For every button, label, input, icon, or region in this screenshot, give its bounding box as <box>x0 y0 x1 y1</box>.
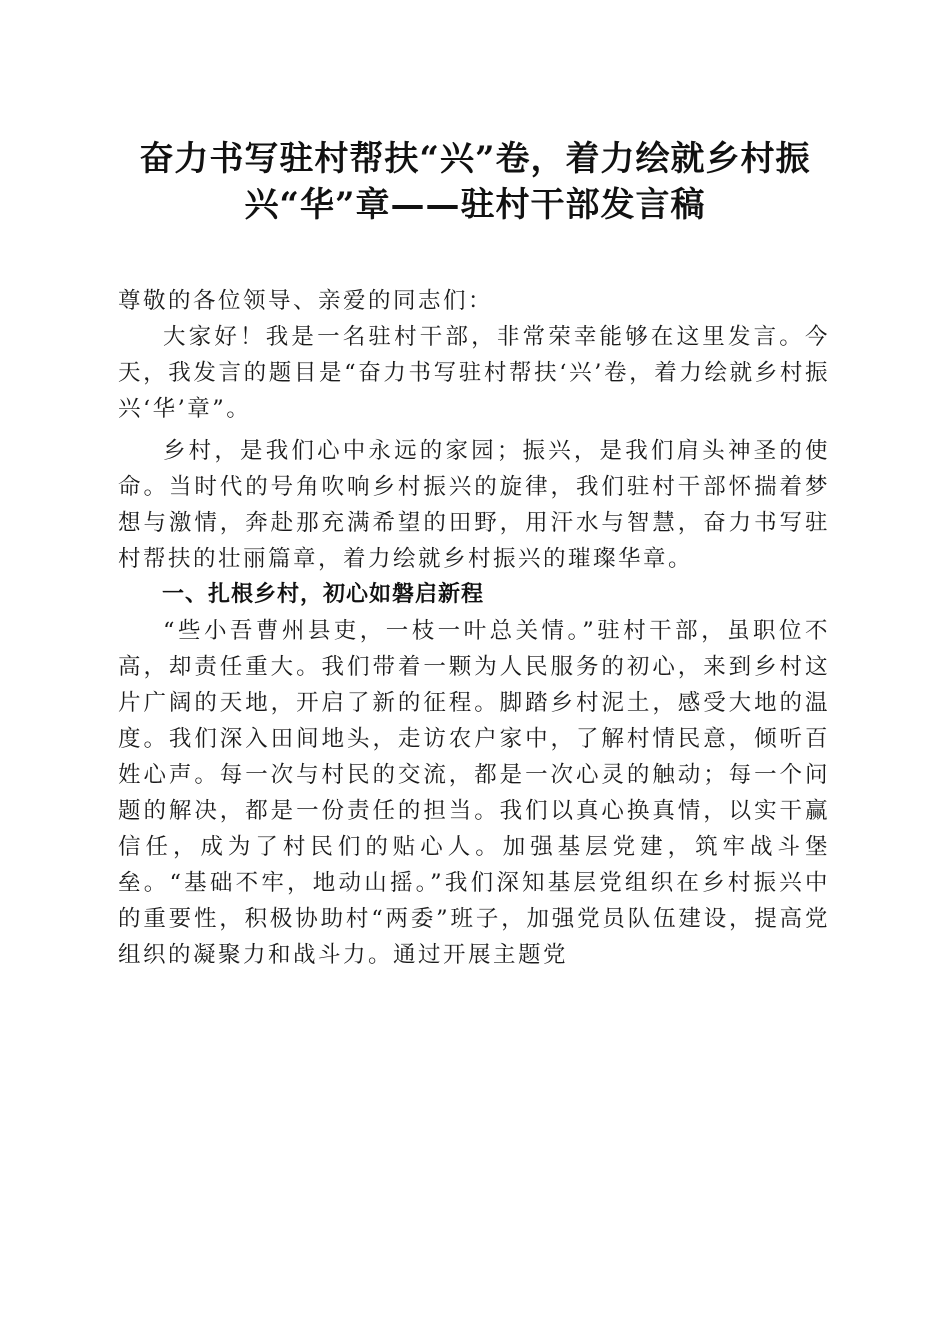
paragraph-theme: 乡村，是我们心中永远的家园；振兴，是我们肩头神圣的使命。当时代的号角吹响乡村振兴的旋律，我们驻村干部怀揣着梦想与激情，奔赴那充满希望的田野，用汗水与智慧，奋力书写驻村帮扶的壮丽篇章，着力绘就乡村振兴的璀璨华章。 <box>118 438 830 572</box>
document-body <box>118 283 830 973</box>
document-title <box>100 136 850 228</box>
section-heading-1: 一、扎根乡村，初心如磐启新程 <box>162 582 485 607</box>
title-line-1: 奋力书写驻村帮扶“兴”卷，着力绘就乡村振 <box>139 139 811 179</box>
paragraph-intro: 大家好！我是一名驻村干部，非常荣幸能够在这里发言。今天，我发言的题目是“奋力书写驻村帮扶‘兴’卷，着力绘就乡村振兴‘华’章”。 <box>118 324 830 422</box>
salutation: 尊敬的各位领导、亲爱的同志们： <box>118 288 494 314</box>
section-1-paragraph: “些小吾曹州县吏，一枝一叶总关情。”驻村干部，虽职位不高，却责任重大。我们带着一颗为人民服务的初心，来到乡村这片广阔的天地，开启了新的征程。脚踏乡村泥土，感受大地的温度。我们深入田间地头，走访农户家中，了解村情民意，倾听百姓心声。每一次与村民的交流，都是一次心灵的触动；每一个问题的解决，都是一份责任的担当。我们以真心换真情，以实干赢信任，成为了村民们的贴心人。加强基层党建，筑牢战斗堡垒。“基础不牢，地动山摇。”我们深知基层党组织在乡村振兴中的重要性，积极协助村“两委”班子，加强党员队伍建设，提高党组织的凝聚力和战斗力。通过开展主题党 <box>118 618 830 968</box>
title-line-2: 兴“华”章——驻村干部发言稿 <box>244 185 706 225</box>
